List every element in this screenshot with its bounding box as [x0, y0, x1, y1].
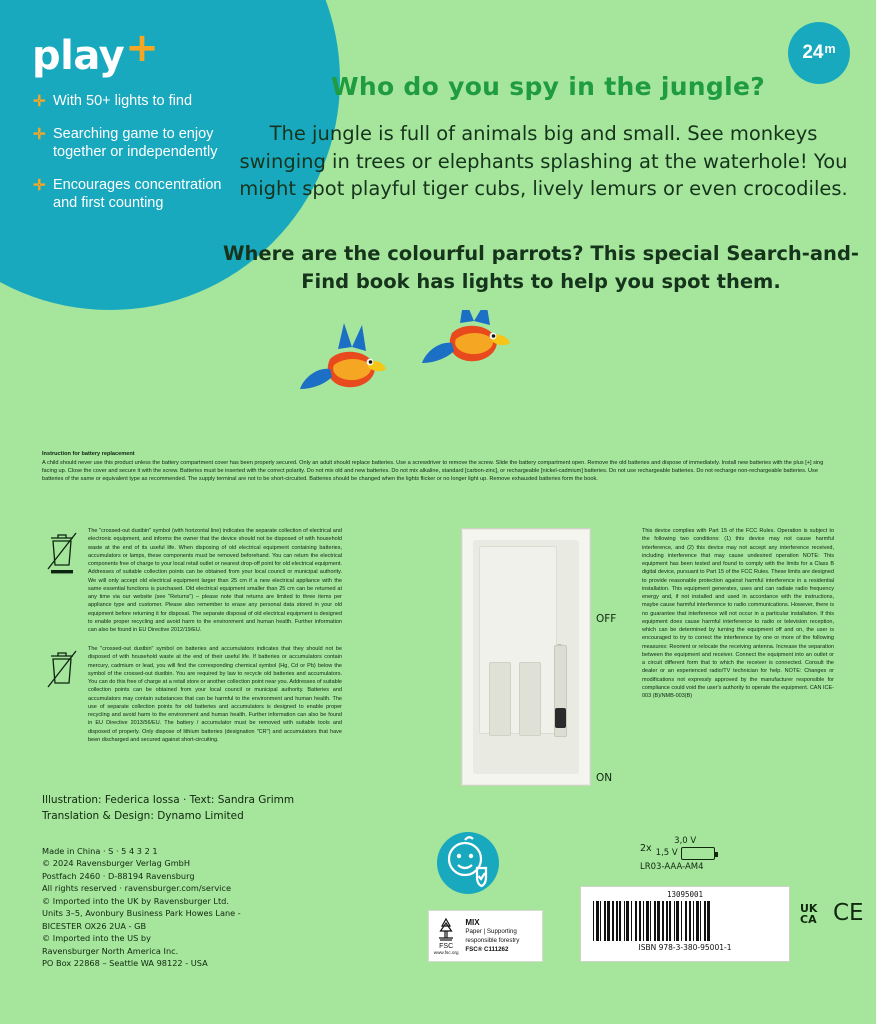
imprint-line: Ravensburger North America Inc. — [42, 945, 179, 956]
battery-type: LR03-AAA-AM4 — [640, 862, 704, 873]
credit-line: Illustration: Federica Iossa · Text: Sandra Grimm — [42, 794, 295, 806]
imprint-line: All rights reserved · ravensburger.com/service — [42, 883, 231, 894]
fsc-claim — [463, 918, 542, 955]
weee-electrical-text: The "crossed-out dustbin" symbol (with horizontal line) indicates the separate collection of electrical and electronic equipment, and informs the owner that the device should not be disposed of with household waste at the end of its useful life. When disposing of old electrical equipment containing batteries, accumulators or lamps, these components must be removed beforehand. You can return the electrical components free of charge to your local retail outlet or nearest drop-off point for old electrical equipment. Addresses of suitable collection points can be obtained from your local council or municipal authority. We will only accept old electrical equipment larger than 25 cm if a new electrical appliance with the same essential functions is purchased. Old electrical equipment smaller than 25 cm can be returned at any time via our website (see "Returns") – please note that returns are limited to three items per appliance type and customer. Please also remember to erase any personal data stored in your old equipment before returning it for disposal. The separate disposal of old electrical equipment is designed to enable proper recycling and avoid harm to the environment and human health. Further information can also be found in EU Directive 2012/19/EU. — [88, 528, 342, 633]
power-switch-knob — [555, 708, 566, 728]
crossed-out-dustbin-icon — [42, 647, 82, 693]
imprint-line: BICESTER OX26 2UA - GB — [42, 920, 147, 931]
parrot-illustration — [290, 310, 590, 420]
imprint-line: PO Box 22868 – Seattle WA 98122 - USA — [42, 958, 208, 969]
plus-icon: ✛ — [33, 93, 46, 110]
list-item — [33, 176, 248, 213]
battery-cell-voltage: 1,5 V — [655, 848, 678, 859]
battery-spec — [640, 836, 715, 872]
barcode-bars — [593, 901, 777, 941]
imprint-line: © Imported into the UK by Ravensburger Ltd. — [42, 895, 229, 906]
fsc-tree-icon — [436, 917, 456, 941]
fsc-desc: Paper | Supporting responsible forestry — [465, 928, 520, 944]
credit-line: Translation & Design: Dynamo Limited — [42, 809, 244, 822]
imprint-line: © Imported into the US by — [42, 933, 151, 944]
fsc-mix-label: MIX — [465, 917, 480, 927]
intro-paragraph: The jungle is full of animals big and small. See monkeys swinging in trees or elephants splashing at the waterhole! You might spot playful tiger cubs, lively lemurs or even crocodiles. — [239, 122, 848, 201]
parrots-svg — [290, 310, 590, 420]
barcode-block — [580, 886, 790, 962]
list-item — [33, 92, 248, 111]
brand-logo — [32, 25, 159, 79]
fcc-statement: This device complies with Part 15 of the FCC Rules. Operation is subject to the following two conditions: (1) this device may not cause harmful interference, and (2) this device may not accept any interference received, including interference that may cause undesired operation NOTE: This equipment has been tested and found to comply with the limits for a Class B digital device, pursuant to Part 15 of the FCC Rules. These limits are designed to provide reasonable protection against harmful interference in a residential installation. This equipment generates, uses and can radiate radio frequency energy and, if not installed and used in accordance with the instructions, maybe cause harmful interference to radio communications. However, there is no guarantee that interference will not occur in a particular installation. If this equipment does cause harmful interference to radio or television reception, which can be determined by turning the equipment off and on, the user is encouraged to try to correct the interference by one or more of the following measures: Reorient or relocate the receiving antenna. Increase the separation between the equipment and receiver. Connect the equipment into an outlet or a circuit different form that to which the receiver is connected. Consult the dealer or an experienced radio/TV technician for help. NOTE: Changes or modifications not expressly approved by the manufacturer responsible for compliance could void the user's authority to operate the equipment. CAN ICE-003 (B)/NMB-003(B) — [642, 528, 834, 699]
imprint-line: Postfach 2460 · D-88194 Ravensburg — [42, 870, 195, 881]
battery-instructions-title: Instruction for battery replacement — [42, 451, 135, 457]
list-item — [33, 125, 248, 162]
switch-label-on: ON — [596, 772, 613, 784]
plus-icon: ✛ — [33, 125, 46, 143]
battery-compartment-inner — [473, 540, 579, 774]
imprint-line: © 2024 Ravensburger Verlag GmbH — [42, 858, 191, 869]
battery-instructions-text: A child should never use this product unless the battery compartment cover has been properly secured. Only an adult should replace batteries. Use a screwdriver to remove the screw. Slide the battery compartment open. Remove the old batteries and dispose of immediately. Install new batteries with the plus [+] sing facing up. Close the cover and secure it with the screw. Batteries must be inserted with the correct polarity. Do not mix old and new batteries. Do not mix alkaline, standard [carbon-zinc], or rechargeable [nickel-cadmium] batteries. Do not use rechargeable batteries. Do not recharge non-rechargeable batteries. Use batteries of the same or equivalent type as recommended. The supply terminal are not to be short-circuited. Batteries should be changed when the lights flicker or no longer light up. Remove exhausted batteries form the book. — [42, 460, 824, 483]
plus-icon: ✛ — [33, 176, 46, 194]
barcode-number: 13095001 — [666, 890, 704, 899]
fsc-code: FSC® C111262 — [465, 946, 509, 954]
isbn-text: ISBN 978-3-380-95001-1 — [638, 943, 732, 952]
switch-label-off: OFF — [596, 613, 617, 625]
imprint-line: Units 3–5, Avonbury Business Park Howes Lane - — [42, 908, 241, 919]
brand-plus-icon: + — [125, 25, 159, 71]
fsc-label-text: FSC — [439, 943, 454, 950]
brand-name: play — [32, 33, 125, 79]
feature-label: With 50+ lights to find — [53, 93, 193, 109]
feature-label: Encourages concentration and first counting — [53, 176, 222, 212]
age-number: 24 — [802, 42, 824, 63]
fsc-url: www.fsc.org — [433, 950, 459, 955]
fsc-logo — [429, 917, 463, 955]
feature-list — [33, 92, 248, 227]
ukca-mark: UK CA — [800, 902, 818, 926]
baby-safety-badge — [437, 832, 499, 894]
credits-block — [42, 793, 294, 825]
baby-face-icon — [437, 832, 499, 894]
battery-count: 2x — [640, 842, 652, 854]
battery-cell — [489, 662, 511, 736]
imprint-block — [42, 845, 241, 970]
battery-cell — [519, 662, 541, 736]
feature-label: Searching game to enjoy together or independently — [53, 125, 218, 161]
weee-batteries-text: The "crossed-out dustbin" symbol on batteries and accumulators indicates that they should not be disposed of with household waste at the end of their useful life. If batteries or accumulators contain mercury, cadmium or lead, you will find the corresponding chemical symbol (Hg, Cd or Pb) below the symbol of the crossed-out dustbin. You are required by law to recycle old batteries and accumulators. You can do this free of charge at a retail store or another collection point near you. Addresses of suitable collection points can be obtained from your local council or municipal authority. Batteries and accumulators may contain substances that can be harmful to the environment and human health. The use of separate collection points for old batteries and accumulators is designed to enable proper recycling and avoid harm to the environment and human health. Further information can also be found in EU Directive 2013/56/EU. The battery / accumulator must be removed with suitable tools and disposed of properly. Only dispose of lithium batteries (designation "CR") and accumulators that have been discharged and secured against short-circuiting. — [88, 646, 342, 743]
battery-total-voltage: 3,0 V — [674, 836, 697, 846]
page-title: Who do you spy in the jungle? — [330, 72, 766, 101]
intro-bold-paragraph: Where are the colourful parrots? This special Search-and-Find book has lights to help you spot them. — [222, 242, 859, 293]
weee-batteries-block — [42, 645, 342, 744]
battery-icon — [681, 847, 715, 860]
imprint-line: Made in China · S · 5 4 3 2 1 — [42, 846, 158, 856]
age-unit: m — [824, 42, 836, 56]
battery-compartment-photo — [461, 528, 591, 786]
battery-instructions — [42, 450, 832, 483]
ce-mark: CE — [833, 900, 864, 926]
crossed-out-dustbin-icon — [42, 529, 82, 575]
weee-electrical-block — [42, 527, 342, 634]
fsc-label — [428, 910, 543, 962]
